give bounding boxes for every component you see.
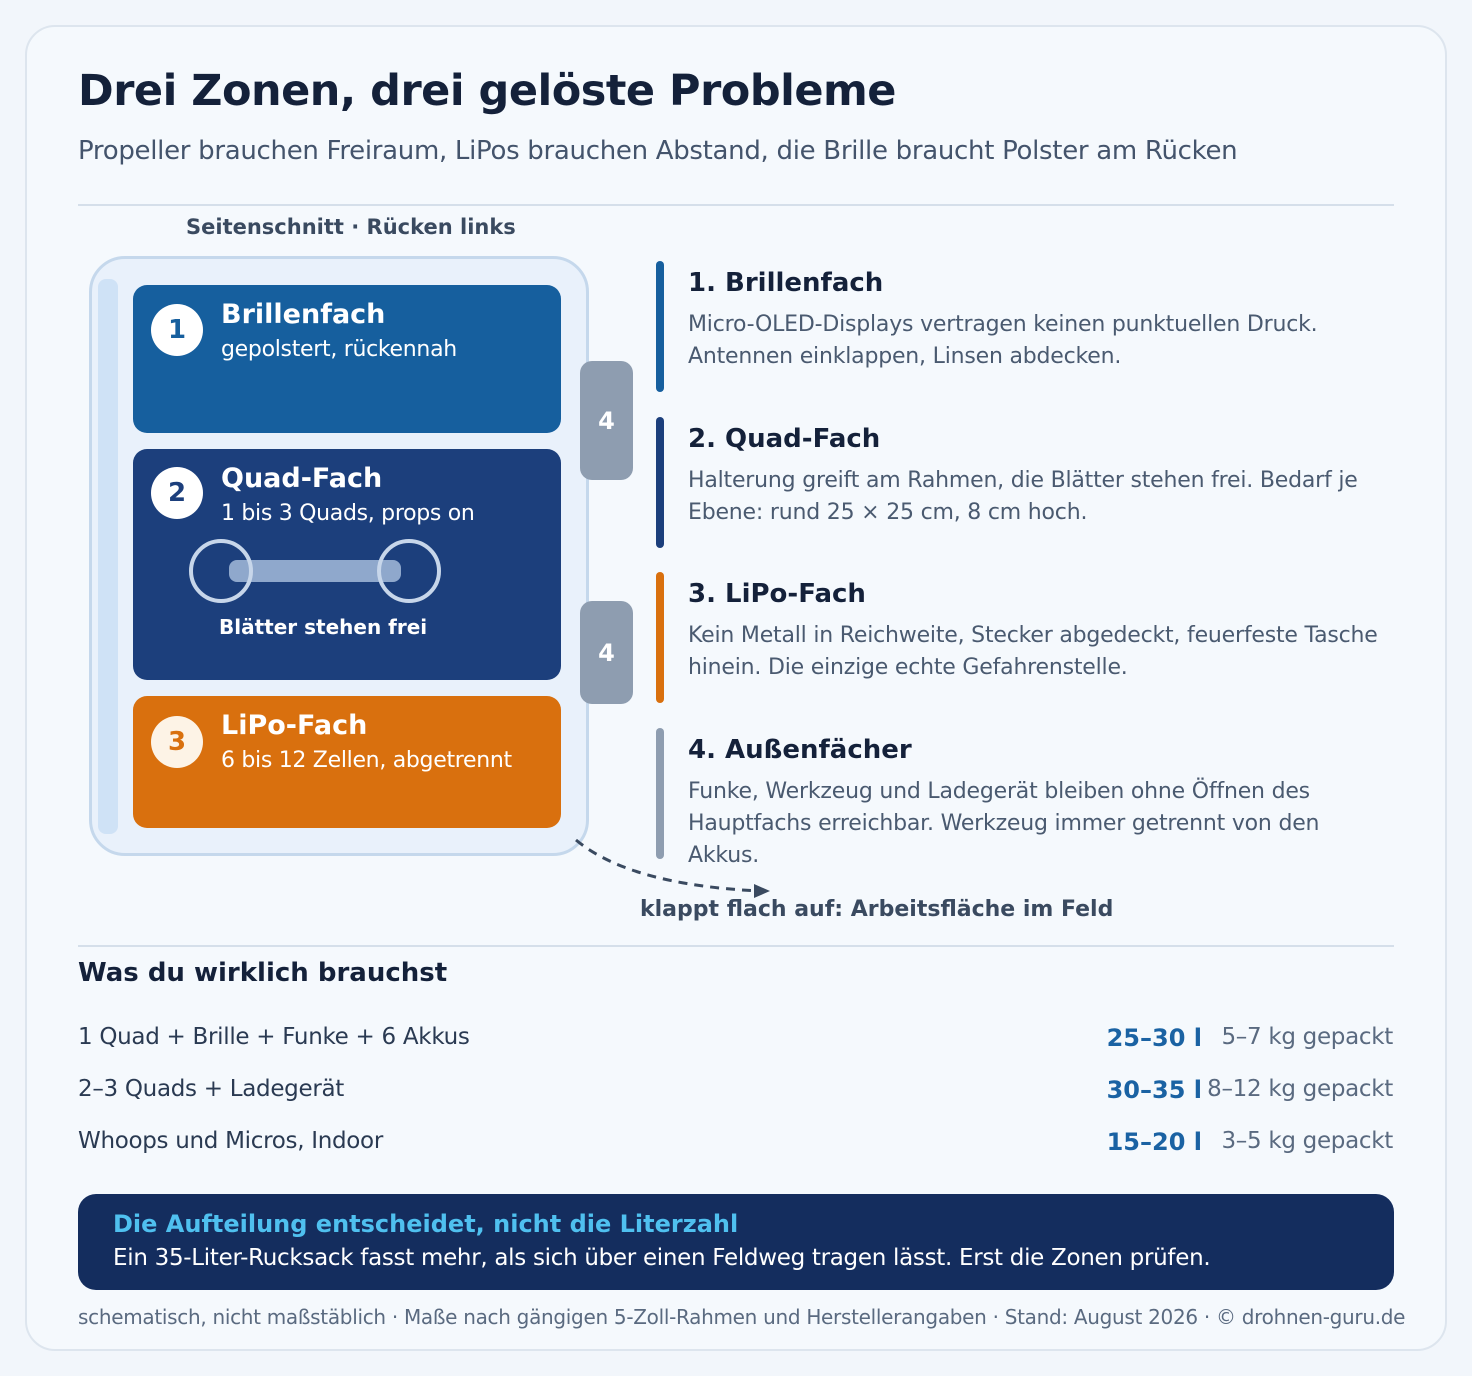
zone-number-badge: 2 (151, 467, 203, 519)
item-text-lipo-fach: Kein Metall in Reichweite, Stecker abgedeckt, feuerfeste Tasche hinein. Die einzige echte Gefahrenstelle. (688, 623, 1378, 680)
diagram-label: Seitenschnitt · Rücken links (186, 215, 516, 239)
zone-number-badge: 3 (151, 716, 203, 768)
zone-lipo-fach (133, 696, 561, 828)
divider-middle (78, 945, 1394, 947)
needs-row-label: 2–3 Quads + Ladegerät (78, 1076, 345, 1102)
needs-row-weight: 8–12 kg gepackt (1207, 1076, 1393, 1102)
back-padding-strip (98, 279, 118, 834)
callout-title: Die Aufteilung entscheidet, nicht die Literzahl (113, 1210, 739, 1238)
summary-callout (78, 1194, 1394, 1290)
divider-top (78, 204, 1394, 206)
needs-row-weight: 3–5 kg gepackt (1221, 1128, 1393, 1154)
accent-bar-aussenfaecher (656, 728, 664, 859)
side-pocket-lower: 4 (580, 601, 633, 704)
page-subtitle: Propeller brauchen Freiraum, LiPos brauchen Abstand, die Brille braucht Polster am Rücken (78, 136, 1238, 166)
side-pocket-upper: 4 (580, 361, 633, 480)
needs-row-volume: 25–30 l (1106, 1024, 1202, 1052)
zone-number-badge: 1 (151, 304, 203, 356)
zone-name: Brillenfach (221, 299, 386, 330)
accent-bar-quad-fach (656, 417, 664, 548)
needs-title: Was du wirklich brauchst (78, 958, 448, 988)
needs-row-label: 1 Quad + Brille + Funke + 6 Akkus (78, 1024, 470, 1050)
zone-name: Quad-Fach (221, 463, 383, 494)
zone-name: LiPo-Fach (221, 710, 368, 741)
needs-row-label: Whoops und Micros, Indoor (78, 1128, 383, 1154)
item-title-brillenfach: 1. Brillenfach (688, 268, 884, 298)
item-text-quad-fach: Halterung greift am Rahmen, die Blätter stehen frei. Bedarf je Ebene: rund 25 × 25 cm, 8 cm hoch. (688, 468, 1358, 525)
fold-note: klappt flach auf: Arbeitsfläche im Feld (640, 897, 1114, 922)
item-text-aussenfaecher: Funke, Werkzeug und Ladegerät bleiben ohne Öffnen des Hauptfachs erreichbar. Werkzeug immer getrennt von den Akkus. (688, 779, 1320, 868)
needs-row-volume: 30–35 l (1106, 1076, 1202, 1104)
item-title-quad-fach: 2. Quad-Fach (688, 424, 881, 454)
zone-subtitle: gepolstert, rückennah (221, 337, 457, 362)
needs-row-volume: 15–20 l (1106, 1128, 1202, 1156)
zone-subtitle: 1 bis 3 Quads, props on (221, 501, 475, 526)
item-title-aussenfaecher: 4. Außenfächer (688, 735, 912, 765)
zone-quad-fach (133, 449, 561, 680)
zone-brillenfach (133, 285, 561, 433)
item-text-brillenfach: Micro-OLED-Displays vertragen keinen punktuellen Druck. Antennen einklappen, Linsen abdecken. (688, 312, 1318, 369)
item-title-lipo-fach: 3. LiPo-Fach (688, 579, 866, 609)
quad-drone-icon (185, 537, 445, 607)
callout-text: Ein 35-Liter-Rucksack fasst mehr, als sich über einen Feldweg tragen lässt. Erst die Zonen prüfen. (113, 1245, 1211, 1271)
needs-row-weight: 5–7 kg gepackt (1221, 1024, 1393, 1050)
props-free-note: Blätter stehen frei (219, 615, 428, 639)
page-title: Drei Zonen, drei gelöste Probleme (78, 66, 896, 116)
footer-note: schematisch, nicht maßstäblich · Maße nach gängigen 5-Zoll-Rahmen und Herstellerangaben · Stand: August 2026 · © drohnen-guru.de (78, 1305, 1406, 1329)
accent-bar-lipo-fach (656, 572, 664, 703)
zone-subtitle: 6 bis 12 Zellen, abgetrennt (221, 748, 512, 773)
accent-bar-brillenfach (656, 261, 664, 392)
